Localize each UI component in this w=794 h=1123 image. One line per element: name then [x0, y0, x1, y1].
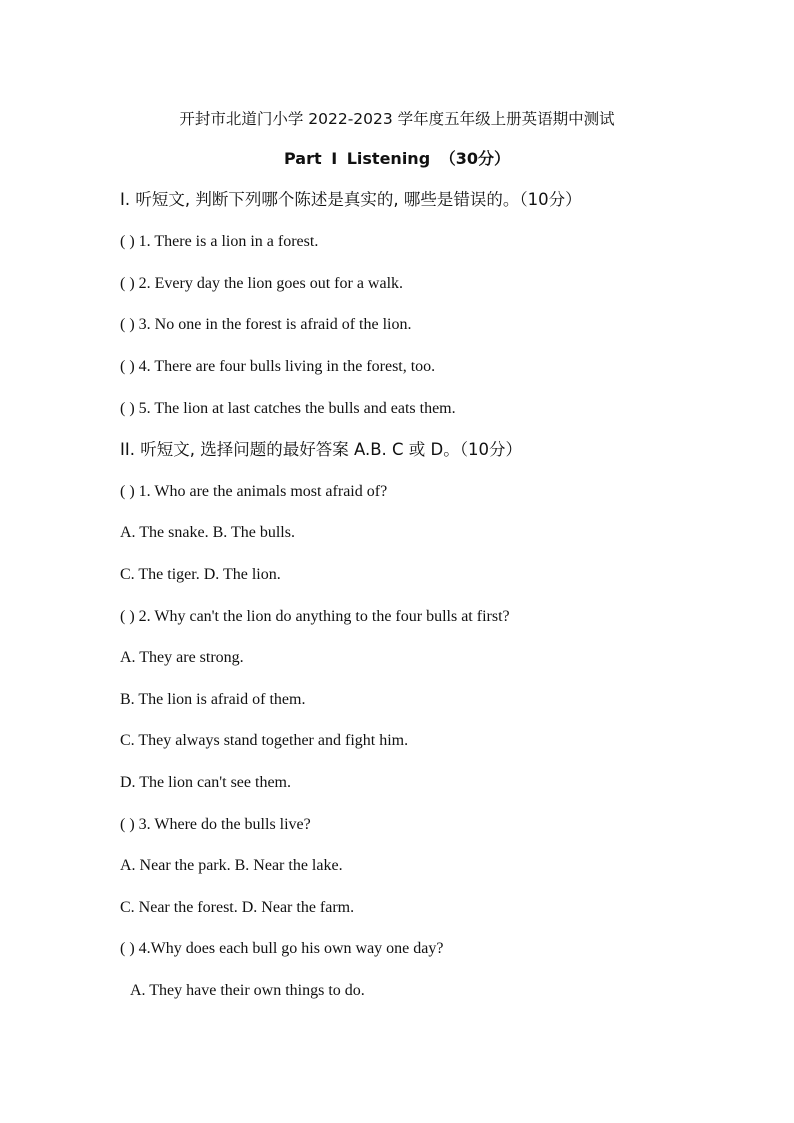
- answer-option: A. The snake. B. The bulls.: [120, 524, 295, 541]
- answer-option: A. They are strong.: [120, 649, 244, 666]
- question-item: ( ) 5. The lion at last catches the bulls and eats them.: [120, 400, 456, 417]
- question-item: ( ) 1. There is a lion in a forest.: [120, 233, 319, 250]
- exam-title: 开封市北道门小学 2022-2023 学年度五年级上册英语期中测试: [179, 110, 615, 128]
- answer-option: D. The lion can't see them.: [120, 774, 291, 791]
- answer-option: C. Near the forest. D. Near the farm.: [120, 899, 355, 916]
- section-2-heading: II. 听短文, 选择问题的最好答案 A.B. C 或 D。（10分）: [120, 440, 522, 459]
- part-heading: Part I Listening （30分）: [284, 149, 510, 168]
- question-item: ( ) 4. There are four bulls living in the forest, too.: [120, 358, 436, 375]
- answer-option: A. They have their own things to do.: [130, 982, 365, 999]
- question-item: ( ) 4.Why does each bull go his own way one day?: [120, 940, 444, 957]
- section-1-heading: I. 听短文, 判断下列哪个陈述是真实的, 哪些是错误的。（10分）: [120, 190, 582, 209]
- question-item: ( ) 3. No one in the forest is afraid of the lion.: [120, 316, 412, 333]
- question-item: ( ) 2. Why can't the lion do anything to the four bulls at first?: [120, 608, 510, 625]
- question-item: ( ) 1. Who are the animals most afraid of?: [120, 483, 388, 500]
- answer-option: A. Near the park. B. Near the lake.: [120, 857, 343, 874]
- question-item: ( ) 2. Every day the lion goes out for a walk.: [120, 275, 404, 292]
- answer-option: C. The tiger. D. The lion.: [120, 566, 281, 583]
- question-item: ( ) 3. Where do the bulls live?: [120, 816, 311, 833]
- answer-option: B. The lion is afraid of them.: [120, 691, 306, 708]
- answer-option: C. They always stand together and fight him.: [120, 732, 409, 749]
